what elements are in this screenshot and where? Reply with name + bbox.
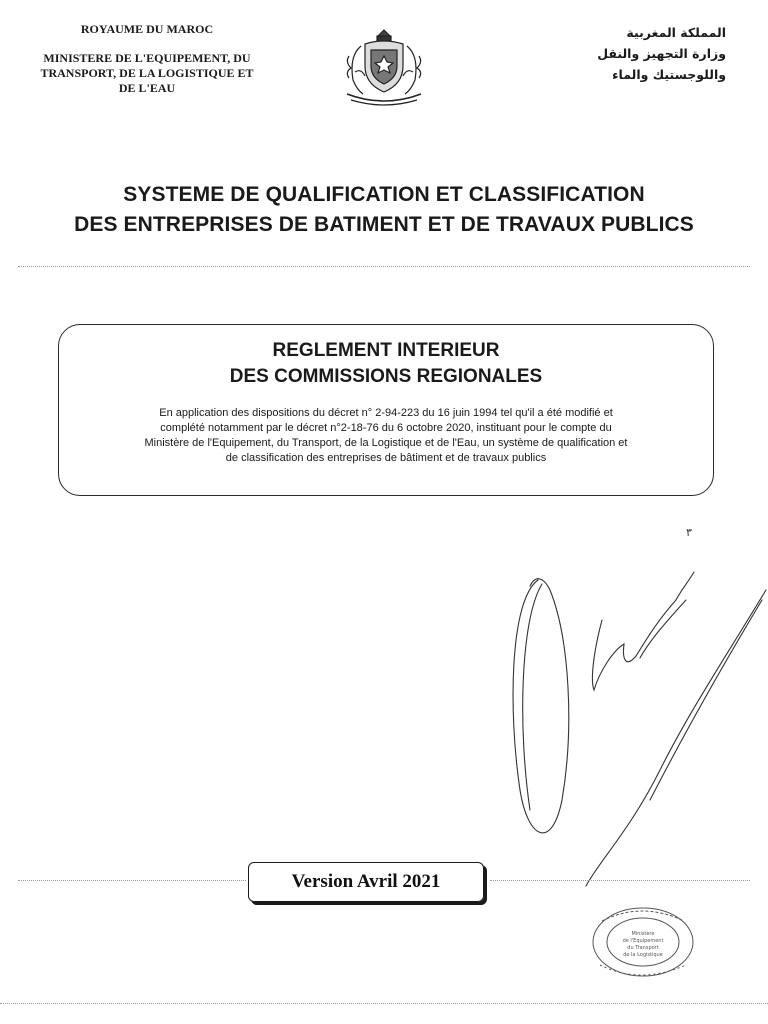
coat-of-arms-icon <box>341 26 427 110</box>
description-line4: de classification des entreprises de bâtiment et de travaux publics <box>225 452 547 464</box>
document-title-line2: DES ENTREPRISES DE BATIMENT ET DE TRAVAUX PUBLICS <box>74 213 694 236</box>
description-line2: complété notamment par le décret n°2-18-76 du 6 octobre 2020, instituant pour le compte du <box>160 422 612 434</box>
ministry-header-ar <box>546 22 726 85</box>
svg-text:de l'Equipement: de l'Equipement <box>622 938 664 944</box>
svg-text:du Transport: du Transport <box>627 945 659 951</box>
ministry-name-ar-line1: وزارة التجهيز والنقل <box>597 46 726 61</box>
description-line1: En application des dispositions du décret n° 2-94-223 du 16 juin 1994 tel qu'il a été modifié et <box>159 407 613 419</box>
ministry-name-line2: TRANSPORT, DE LA LOGISTIQUE ET <box>40 66 254 80</box>
version-divider-left <box>18 880 246 881</box>
document-title <box>0 180 768 240</box>
reglement-description <box>80 406 692 466</box>
reglement-title <box>58 338 714 390</box>
ministry-header-fr <box>22 22 272 96</box>
official-stamp-icon <box>590 905 696 979</box>
kingdom-name: ROYAUME DU MAROC <box>80 22 214 36</box>
footer-divider <box>0 1003 768 1004</box>
version-divider-right <box>490 880 750 881</box>
reglement-title-line1: REGLEMENT INTERIEUR <box>272 340 500 361</box>
kingdom-name-ar: المملكة المغربية <box>626 25 726 40</box>
svg-text:Ministère: Ministère <box>631 931 655 937</box>
ministry-name-line1: MINISTERE DE L'EQUIPEMENT, DU <box>43 51 251 65</box>
margin-mark: ٣ <box>686 526 692 539</box>
document-title-line1: SYSTEME DE QUALIFICATION ET CLASSIFICATION <box>123 183 645 206</box>
ministry-name-ar-line2: واللوجستيك والماء <box>612 67 726 82</box>
ministry-name-line3: DE L'EAU <box>118 81 176 95</box>
reglement-title-line2: DES COMMISSIONS REGIONALES <box>229 366 543 387</box>
version-label: Version Avril 2021 <box>248 862 484 902</box>
svg-text:de la Logistique: de la Logistique <box>623 952 663 958</box>
handwritten-signature-icon <box>490 560 768 890</box>
divider <box>18 266 750 267</box>
description-line3: Ministère de l'Equipement, du Transport, de la Logistique et de l'Eau, un système de qualification et <box>144 437 628 449</box>
